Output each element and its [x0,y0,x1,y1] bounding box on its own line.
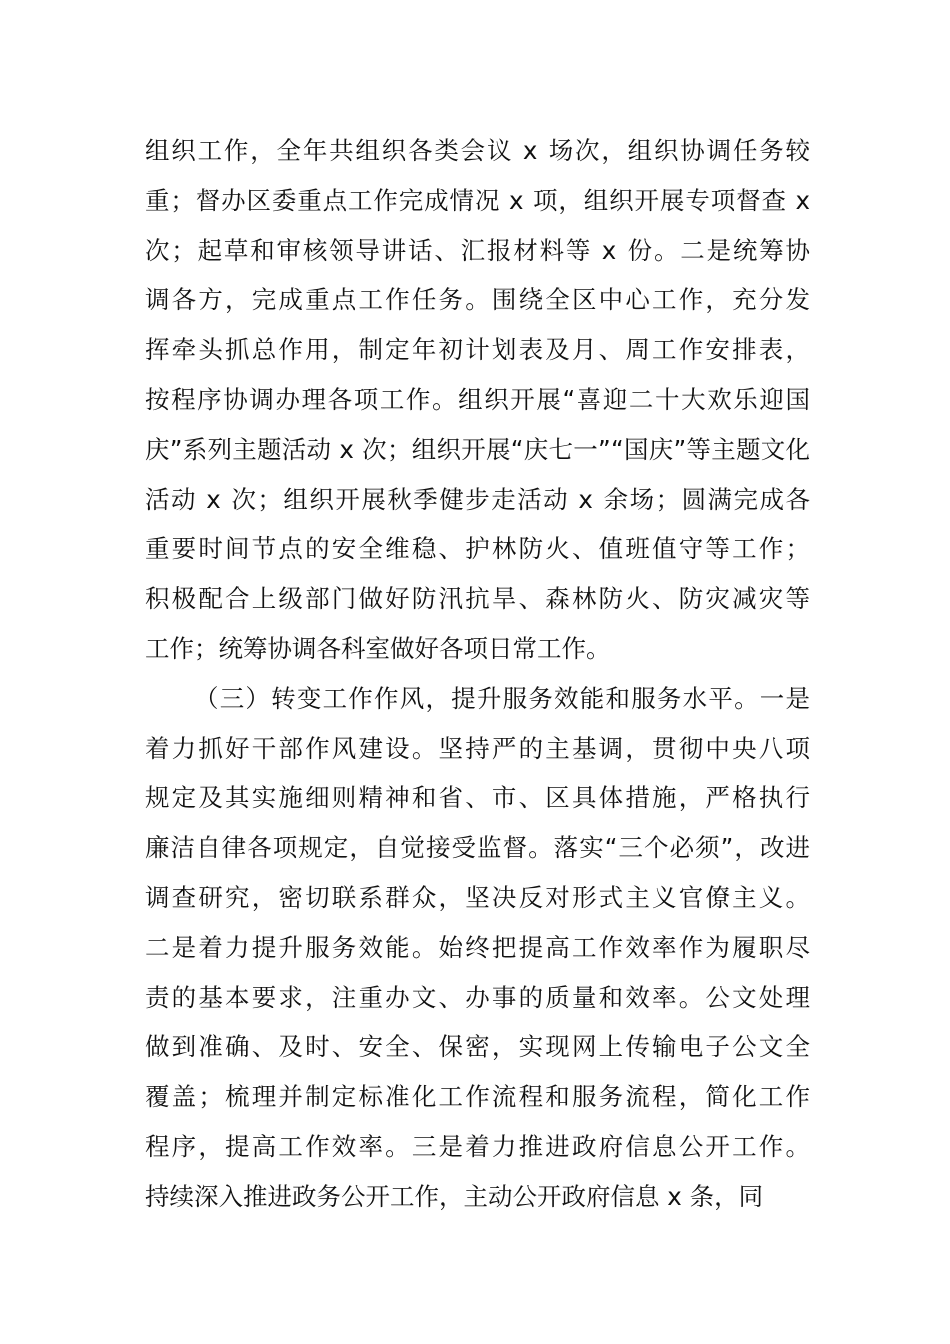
text-line: 着力抓好干部作风建设。坚持严的主基调，贯彻中央八项 [145,733,813,763]
text-line: 工作；统筹协调各科室做好各项日常工作。 [145,633,611,663]
text-line: 调查研究，密切联系群众，坚决反对形式主义官僚主义。 [145,882,813,912]
text-line: 程序，提高工作效率。三是着力推进政府信息公开工作。 [145,1131,813,1161]
text-line: 庆”系列主题活动 x 次；组织开展“庆七一”“国庆”等主题文化 [145,434,811,464]
text-line: 责的基本要求，注重办文、办事的质量和效率。公文处理 [145,982,813,1012]
text-line: 覆盖；梳理并制定标准化工作流程和服务流程，简化工作 [145,1082,813,1112]
text-line: 次；起草和审核领导讲话、汇报材料等 x 份。二是统筹协 [145,235,812,265]
text-line: 积极配合上级部门做好防汛抗旱、森林防火、防灾减灾等 [145,584,813,614]
text-line: 调各方，完成重点工作任务。围绕全区中心工作，充分发 [145,285,813,315]
text-line: 按程序协调办理各项工作。组织开展“喜迎二十大欢乐迎国 [145,384,812,414]
text-line: 做到准确、及时、安全、保密，实现网上传输电子公文全 [145,1032,813,1062]
text-line: 二是着力提升服务效能。始终把提高工作效率作为履职尽 [145,932,813,962]
text-line: 规定及其实施细则精神和省、市、区具体措施，严格执行 [145,783,813,813]
text-line: 重要时间节点的安全维稳、护林防火、值班值守等工作； [145,534,813,564]
text-line: 挥牵头抓总作用，制定年初计划表及月、周工作安排表， [145,335,813,365]
text-line: 持续深入推进政务公开工作，主动公开政府信息 x 条，同 [145,1181,764,1211]
text-line: 重；督办区委重点工作完成情况 x 项，组织开展专项督查 x [145,185,811,215]
text-line: 组织工作，全年共组织各类会议 x 场次，组织协调任务较 [145,136,812,165]
text-line: 廉洁自律各项规定，自觉接受监督。落实“三个必须”，改进 [145,833,812,863]
body-text [145,126,813,1222]
text-line: （三）转变工作作风，提升服务效能和服务水平。一是 [194,683,812,713]
text-line: 活动 x 次；组织开展秋季健步走活动 x 余场；圆满完成各 [145,484,812,514]
